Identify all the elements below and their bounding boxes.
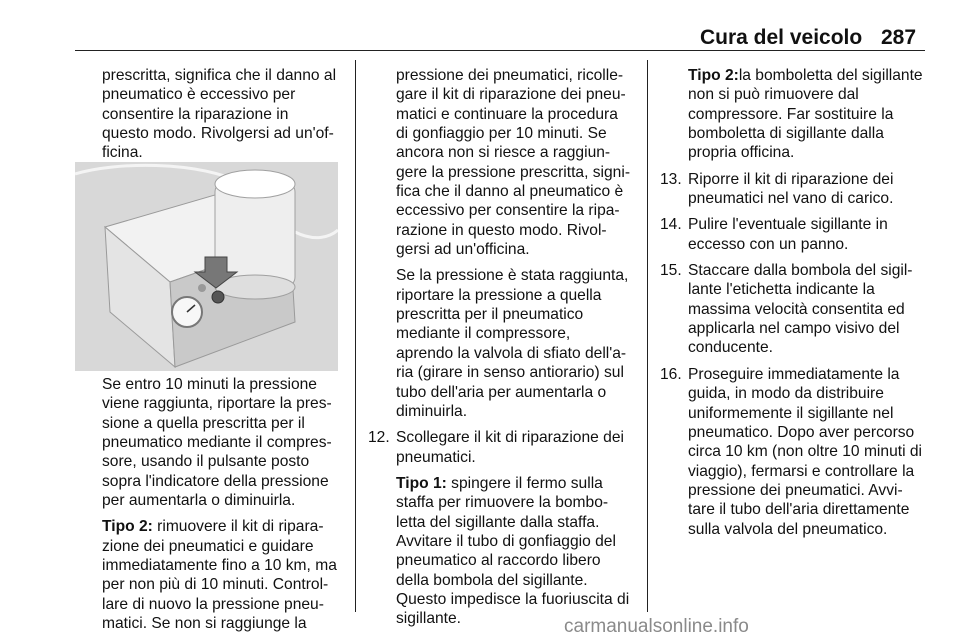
column-right (660, 66, 928, 546)
header-title: Cura del veicolo (700, 26, 863, 49)
tip-text: spingere il fermo sulla (446, 474, 603, 492)
text-line: sulla valvola del pneumatico. (688, 520, 888, 538)
text-line: gersi ad un'officina. (396, 241, 530, 259)
text-line: per aumentarla o diminuirla. (102, 492, 296, 510)
text-line: Riporre il kit di riparazione dei (688, 170, 894, 188)
text-line (688, 66, 928, 85)
text-line: consentire la riparazione in (102, 105, 289, 123)
text-line: prescritta per il pneumatico (396, 306, 584, 324)
text-line: riportare la pressione a quella (396, 286, 602, 304)
text-line (102, 517, 347, 536)
text-line: viene raggiunta, riportare la pres- (102, 395, 332, 413)
text-line: ancora non si riesce a raggiun- (396, 144, 611, 162)
tip-label: Tipo 2: (688, 67, 739, 84)
text-line: sore, usando il pulsante posto (102, 453, 310, 471)
list-number: 14. (660, 216, 682, 234)
text-line: uniformemente il sigillante nel (688, 404, 894, 422)
text-line: matici e continuare la procedura (396, 105, 618, 123)
header-rule (75, 50, 925, 51)
compressor-illustration (75, 162, 338, 371)
text-line: viaggio), fermarsi e controllare la (688, 462, 915, 480)
list-item-15 (660, 261, 928, 358)
list-number: 13. (660, 170, 682, 188)
list-number: 16. (660, 365, 682, 383)
column-middle (368, 66, 633, 636)
paragraph-pressure-reached (102, 375, 347, 510)
text-line: per non più di 10 minuti. Control- (102, 576, 329, 594)
paragraph-tip-2 (660, 66, 928, 163)
text-line: gere la pressione prescritta, signi- (396, 163, 631, 181)
list-item-16 (660, 365, 928, 539)
tip-text: rimuovere il kit di ripara- (152, 518, 324, 536)
text-line: lare di nuovo la pressione pneu- (102, 595, 324, 613)
text-line: massima velocità consentita ed (688, 300, 905, 318)
text-line: pneumatico. Dopo aver percorso (688, 423, 915, 441)
text-line: ria (girare in senso antiorario) sul (396, 364, 624, 382)
text-line: conducente. (688, 339, 773, 357)
text-line: sopra l'indicatore della pressione (102, 472, 329, 490)
text-line: letta del sigillante dalla staffa. (396, 513, 600, 531)
column-left-lower (102, 375, 347, 640)
list-item-13 (660, 170, 928, 209)
tip-label: Tipo 2: (102, 518, 153, 536)
text-line: aprendo la valvola di sfiato dell'a- (396, 344, 627, 362)
text-line: della bombola del sigillante. (396, 571, 588, 589)
text-line: gare il kit di riparazione dei pneu- (396, 86, 626, 104)
text-line: bomboletta di sigillante dalla (688, 125, 884, 143)
text-line: Pulire l'eventuale sigillante in (688, 216, 888, 234)
text-line: circa 10 km (non oltre 10 minuti di (688, 443, 923, 461)
text-line: sione a quella prescritta per il (102, 414, 305, 432)
text-line (396, 474, 633, 493)
text-line: Se entro 10 minuti la pressione (102, 376, 317, 393)
text-line: matici. Se non si raggiunge la (102, 615, 307, 633)
text-line: applicarla nel campo visivo del (688, 320, 900, 338)
text-line: Staccare dalla bombola del sigil- (688, 262, 913, 280)
text-line: sigillante. (396, 610, 462, 628)
text-line: ficina. (102, 144, 143, 162)
tip-text: la bomboletta del sigillante (738, 67, 923, 84)
text-line: pneumatici. (396, 448, 476, 466)
paragraph-tip-2 (102, 517, 347, 633)
text-line: Scollegare il kit di riparazione dei (396, 429, 624, 447)
column-divider-left (355, 60, 356, 612)
text-line: Questo impedisce la fuoriuscita di (396, 590, 630, 608)
paragraph-continue (368, 66, 633, 259)
paragraph-pressure-reached (368, 266, 633, 421)
column-left (102, 66, 347, 170)
text-line: lante l'etichetta indicante la (688, 281, 875, 299)
paragraph-intro (102, 66, 347, 163)
text-line: Se la pressione è stata raggiunta, (396, 267, 629, 285)
text-line: staffa per rimuovere la bombo- (396, 494, 609, 512)
tip-label: Tipo 1: (396, 474, 447, 492)
text-line: immediatamente fino a 10 km, ma (102, 557, 337, 575)
text-line: Proseguire immediatamente la (688, 365, 900, 383)
text-line: pneumatico è eccessivo per (102, 86, 296, 104)
list-item-12 (368, 428, 633, 467)
column-divider-right (647, 60, 648, 612)
text-line: eccesso con un panno. (688, 235, 849, 253)
text-line: propria officina. (688, 144, 795, 162)
text-line: di gonfiaggio per 10 minuti. Se (396, 125, 607, 143)
text-line: non si può rimuovere dal (688, 86, 859, 104)
text-line: pneumatici nel vano di carico. (688, 190, 894, 208)
paragraph-tip-1 (368, 474, 633, 629)
page-number: 287 (881, 26, 917, 49)
text-line: pressione dei pneumatici, ricolle- (396, 67, 624, 84)
text-line: pneumatico mediante il compres- (102, 434, 332, 452)
text-line: tare il tubo dell'aria direttamente (688, 501, 910, 519)
text-line: questo modo. Rivolgersi ad un'of- (102, 125, 334, 143)
text-line: diminuirla. (396, 402, 468, 420)
text-line: guida, in modo da distribuire (688, 385, 884, 403)
text-line: razione in questo modo. Rivol- (396, 221, 607, 239)
list-number: 12. (368, 429, 390, 447)
watermark: carmanualsonline.info (564, 616, 749, 637)
text-line: pressione dei pneumatici. Avvi- (688, 481, 903, 499)
text-line: prescritta, significa che il danno al (102, 67, 337, 84)
text-line: fica che il danno al pneumatico è (396, 183, 624, 201)
text-line: tubo dell'aria per aumentarla o (396, 383, 607, 401)
list-number: 15. (660, 262, 682, 280)
text-line: eccessivo per consentire la ripa- (396, 202, 620, 220)
text-line: mediante il compressore, (396, 325, 571, 343)
list-item-14 (660, 215, 928, 254)
text-line: pneumatico al raccordo libero (396, 552, 601, 570)
text-line: compressore. Far sostituire la (688, 105, 894, 123)
text-line: zione dei pneumatici e guidare (102, 537, 314, 555)
text-line: Avvitare il tubo di gonfiaggio del (396, 532, 616, 550)
